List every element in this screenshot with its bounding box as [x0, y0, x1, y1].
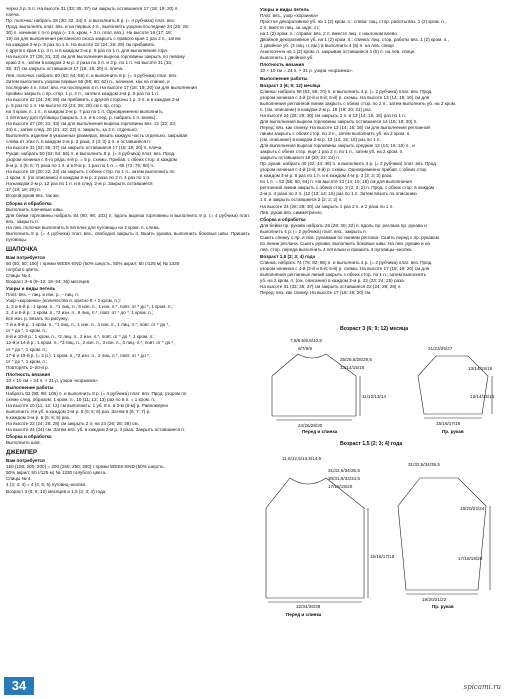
- diagram1-sleeve-height: 13/14/15/16: [470, 394, 495, 399]
- section-heading: Вам потребуется: [6, 254, 45, 260]
- paragraph: через 2 р. 5 п. На высоте 31 (33; 35; 37) см закрыть оставшиеся 17 (18; 19; 20) п. плеча.: [6, 6, 179, 18]
- diagram2-sleeve-width: 19/20/21/22: [422, 597, 447, 602]
- diagram2-front-height: 15/16/17/18: [370, 554, 395, 559]
- diagram2-sleeve-raglan: 18/20/22/24: [460, 506, 485, 511]
- section-heading: Вам потребуется: [6, 458, 45, 464]
- diagram1-sleeve-top: 21/23/25/27: [428, 346, 453, 351]
- diagram2-front-neck: 31/32,5/34/35,5: [328, 468, 360, 473]
- watermark: spicami.ru: [463, 683, 501, 691]
- diagram2-sleeve-shape: [398, 478, 486, 590]
- section-heading: Сборка и обработка: [6, 200, 52, 206]
- section-heading: Плотность вязания: [260, 62, 305, 68]
- diagram1-sleeve-width: 15/16/17/18: [436, 421, 461, 426]
- diagram2-front-top: 11,5/12,5/13,5/14,5: [282, 456, 322, 461]
- paragraph: Лев. полочка: набрать 60 (62; 64; 66) п. и выполнить 8 р. (= 4 рубчика) плат. вяз. Затем выполнить узором первые 56 (58; 60; 62) п., начиная, как на спинке, и последние 4 п. плат. вяз. На последних 4 п. На высоте 17 (18; 19; 20) см для выполнения проймы закрыть с пр. стор. 1 р. 2 п., затем в каждом 2-м р. 5 раз по 1 п. На высоте 22 (24; 26; 28) см прибавить с другой стороны 1 р. 3 п. и в каждом 2-м р. 5 раз по 1 п. На высоте 22 (24; 26; 28) см с пр. стор. на 4 кром. п. 1 п., в каждом 2-м р. 7 раз по 1 п. Одновременно выполнить 1 петельку для пуговицы (закрыть 1 п. и в след. р. набрать 1 п. вновь). На высоте 27 (29; 31; 33) см для выполнения выреза горловины вяз. 21 (22; 23; 24) п., затем след. 20 (21; 22; 23) п. закрыть, за 2 п. отдельно. Выполнять изделие в указанных размерах, вязать каждую часть отдельно, закрывая слева от этих п. в каждом 2-м р. 2 раза, 2 (3; 3) 2 п. и оставшиеся п. На высоте 31 (33; 35; 37) см закрыть оставшиеся 17 (18; 19; 20) п. плеча. Рукав: набрать 50 (52; 54; 56) п. и выполнить 8 р. (= 4 рубчика) плат. вяз. Прод. узором начиная с 6-го ряда, 6-й р. = 5 р. схемы. Прибав. с обеих стор. в каждом 6-м р. 4 (5; 6; 7) раза по 1 п. и в 8-м р. 1 раз по 1 п. = 68 (72; 76; 80) п. На высоте 18 (20; 22; 24) см закрыть с обеих стор. по 1 п., затем выполнить по 1 кром. п. (по описанию) в каждом 2-м р. 2 раза по 2 п. 4 раз по 1 п. На каждом 2-м р. 12 раз по 1 п. и в след. 2-м р. Закрыть оставшиеся 17 (18; 19; 20) п. Второй рукав вяз. так же.: [6, 72, 197, 199]
- diagram2-sleeve-caption: Пр. рукав: [432, 604, 454, 609]
- diagram1: [260, 334, 505, 434]
- paragraph: Возраст 3 (6; 9; 12) месяцев и 1,5 (2; 3; 4) года.: [6, 488, 107, 494]
- paragraph: 150 (150; 200; 200) = 200 (250; 250; 300) г пряжи WEEK-END (50% шерсть, 50% акрил; 50 г/125 м) № 1330 голубого цвета. Спицы № 4. 4 (4; 4; 4) = 4 (4; 5; 5) пуговиц–кнопки.: [6, 464, 165, 488]
- diagram2-title: Возраст 1,5 (2; 3; 4) года: [340, 441, 403, 447]
- page-number: 34: [4, 677, 34, 695]
- section-heading: Узоры и виды петель: [6, 286, 56, 292]
- diagram1-front-width: 24/26/28/30: [298, 423, 323, 428]
- diagram2-front-width: 32/34/36/38: [296, 604, 321, 609]
- paragraph: Спинка: набрать 74 (78; 82; 86) п. и выполнить 4 р. (= 2 рубчика) плат. вяз. Прод. узором начиная с 4-й (2-й и 8-й; 6-й) р. схемы. На высоте 17 (18; 19; 20) см для выполнения регланных линий закрыть с обеих стор. по 1 п., затем выполнить уб. на 2 кром. п. (см. описание) в каждом 2-м р. 22 (23; 24; 25) раза. На высоте 31 (33; 35; 37) см закрыть оставшиеся 22 (24; 26; 28) п. Перед: вяз. как спинку. На высоте 17 (18; 19; 20) см.: [260, 259, 433, 296]
- paragraph: 50 (50; 50; 100) г пряжи WEEK-END (50% шерсть, 50% акрил; 50 г/125 м) № 1330 голубого цвета. Спицы № 4.: [6, 260, 180, 278]
- diagram1-sleeve-raglan: 13/14/15/16: [468, 366, 493, 371]
- section-heading: Выполнение работы: [6, 384, 54, 390]
- diagram2-sleeve-top: 31/32,5/34/35,5: [408, 462, 440, 467]
- diagram1-front-neck: 6/7/8/9: [298, 346, 313, 351]
- paragraph: 10 × 10 см = 24 п. × 31 р. узора «корзинка».: [260, 68, 353, 74]
- paragraph: Выполнить плечевые швы. Для бейки горловины набрать 84 (90; 96; 102) п. вдоль выреза горловины и выполнить 8 р. (= 4 рубчика) плат. вяз., закрыть п. На лев. полочке выполнить 5 петелек для пуговицы на 2 кром. п. слева. Выполнить 8 р. (= 4 рубчика) плат. вяз., свободно закрыть п. Вшить рукава, выполнить боковые швы. Пришить пуговицы.: [6, 206, 250, 242]
- section-heading: Выполнение работы: [260, 75, 308, 81]
- diagram1-front-shape: [272, 354, 356, 416]
- left-column: [6, 6, 250, 495]
- paragraph: 10 × 10 см = 24 п. × 31 р. узора «корзинка».: [6, 377, 99, 383]
- diagram2-front-raglan: 17/18/19/20: [328, 484, 353, 489]
- section-heading: ДЖЕМПЕР: [6, 450, 38, 457]
- section-heading: Сборка и обработка: [6, 434, 52, 440]
- section-heading: ШАПОЧКА: [6, 246, 38, 253]
- diagram1-front-raglan: 13/14/15/16: [340, 365, 365, 370]
- diagram1-sleeve-caption: Пр. рукав: [442, 429, 464, 434]
- paragraph: Возраст 3–6 (9–12; 18–24; 36) месяцев.: [6, 279, 91, 285]
- section-heading: Сборка и обработка: [260, 216, 306, 222]
- paragraph: Выполнить шов.: [6, 440, 41, 446]
- paragraph: Для бейки пр. рукава набрать 26 (28; 30; 32) п. вдоль пр. реглана пр. рукава и выполнить 4 р. (= 2 рубчика) плат. вяз., закрыть п. Сшить спинку с пр. и лев. рукавами по линиям реглана. Сшить перед с пр. рукавом по линии реглана. Сшить рукава, выполнить боковые швы. На лев. рукаве и на лев. стор. переда выполнить 4 петельки и пришить 4 пуговицы–кнопки.: [260, 222, 439, 252]
- paragraph: Плат. вяз. – лиц. и изн. р. – лиц. п. Узор «корзинка» (количество п. кратно 8 + 2 кром. п.): 1, 3 и 5-й р.: 1 кром. п., *1 лиц. п., 6 изн. п., 1 изн. п.*, повт. от * до *, 1 кром. п.; 2, 4 и 6-й р.: 1 кром. п., *2 изн. п., 6 лиц. п.*, повт. от * до *, 1 кром. п.; все изн. р. вязать по рисунку; 7-й и 9-й р.: 1 кром. п., *1 лиц. п., 1 изн. п., 4 изн. п., 1 лиц. п.*, повт. от * до *, от * до *, 1 кром. п.; 8-й и 10-й р.: 1 кром. п., *2 лиц. п., 2 изн. п.*, повт. от * до *, 1 кром. п.; 12-й и 14-й р.: 1 кром. п., *3 лиц. п., 2 изн. п., 3 изн. п., 3 лиц. п.*, повт. от * до *, от * до *, 1 кром. п.; 17-й и 19-й р. (= 2 р.): 1 кром. п., *2 изн. п., 2 лиц. п.*, повт. от * до *, от * до *, 1 кром. п.; Повторять 1–20-й р.: [6, 292, 175, 370]
- diagram1-front-caption: Перед и спинка: [302, 429, 338, 434]
- diagram1-front-height: 11/12/13/14: [362, 394, 386, 399]
- section-heading: Узоры и виды петель: [260, 7, 310, 12]
- diagram2-front-caption: Перед и спинка: [286, 612, 322, 617]
- paragraph: Спинка: набрать 58 (62; 66; 70) п. и выполнить 4 р. (= 2 рубчика) плат. вяз. Прод. узором начиная с 4-й (2-й и 8-й; 6-й) р. схемы. На высоте 13 (14; 15; 16) см для выполнения регланной линии закрыть с обеих стор. по 2 п., затем выполнить уб. на 2 кром. п. (см. описание) в каждом 2-м р. 18 (19; 20; 21) раз. На высоте 24 (26; 28; 30) см закрыть 2 п. и 13 (14; 15; 16) раз по 1 п. Для выполнения выреза горловины закрыть оставшиеся 14 (16; 18; 20) п. Перед: вяз. как спинку. На высоте 13 (14; 15; 16) см для выполнения регланной линии закрыть с обеих стор. по 2 п., затем выполнить уб. на 2 кром. п. (см. описание) в каждом 2-м р. 13 (14; 15; 16) раз по 1 п. Для выполнения выреза горловины закрыть средние 12 (14; 16; 18) п., и закрыть с обеих стор. ещё 1 раз 2 п. по 1 п., затем уб. на 2 кром. п. закрыть оставшиеся 18 (20; 22; 24) п. Пр. рукав: набрать 40 (42; 44; 46) п. и выполнить 4 р. (= 2 рубчика) плат. вяз. Прод. узором начиная с 4-й (2-й; 8-й) р. схемы. Одновременно прибав. с обеих стор. в каждом 4-м р. 5 раз по 1 п. и в каждом 4-м р. 3 (3; 3; 3) раза по 1 п. = 52 (56; 60; 64) п. На высоте 13 (14; 15; 16) см для выполнения регланной линии закрыть с обеих стор. 2 (2; 2; 2) п. Прод. с обеих стор. в каждом 2-м р. 4 раза по 2 п. (12 (13; 14; 15) раз по 1 п. Затем вязать по описанию 1 п. и закрыть оставшиеся 2 (2; 2; 2) п. На высоте 24 (26; 28; 30) см закрыть 1 раз 2 п. и 2 раза по 1 п. Лев. рукав вяз. симметрично.: [260, 88, 457, 215]
- paragraph: Пр. полочка: набрать 28 (30; 32; 34) п. и выполнить 8 р. (= 4 рубчика) плат. вяз. Прод. выполнять плат. вяз. и на первых 4 п., выполнять узором последние 24 (26; 28; 30) п. начиная с 4-го ряда (= 1 п. кром. + 3 п. плат. вяз.). На высоте 16 (17; 18; 19) см для выполнения регланного скоса закрыть с правого края 1 раз 2 п., затем на каждом 2-м р. 5 раз по 1 п. На высоте 22 (24; 26; 28) см прибавить с другого края 1 р. 3 п. и в каждом 2-м р. 5 раз по 1 п. для выполнения горл. На высоте 27 (29; 31; 33) см для выполнения выреза горловины закрыть по левому краю 3 п., затем в каждом 2-м р. 2 раза по 2 п. и 3 р. по 1 п. На высоте 31 (33; 35; 37) см закрыть оставшиеся 17 (18; 19; 20) п. плеча.: [6, 18, 189, 72]
- diagram2-front-armhole: 30/31,5/33/34,5: [328, 476, 360, 481]
- diagram1-sleeve-shape: [418, 356, 488, 414]
- diagram1-front-armhole: 25/26,5/28/29,5: [340, 357, 372, 362]
- section-heading: Возраст 1,5 (2; 3; 4) года: [260, 253, 316, 259]
- diagram1-front-top: 7,5/8,5/9,5/10,5: [290, 338, 322, 343]
- diagram1-title: Возраст 3 (6; 9; 12) месяца: [340, 326, 409, 332]
- paragraph: Набрать 82 (90; 98; 106) п. и выполнить 8 р. (= 4 рубчика) плат. вяз. Прод. узором по схеме след. образом: 1 кром. п., 10 (11; 12; 13) раз по 8 п. = 1 кром. п. На высоте 10 (11; 12; 13) см выполнить: 1 уб. 8 п. в 2-м (8-м) р. Равномерно выполнить эти уб. в каждом 2-м р. 5 (5; 6; 6) раз. Затем 6 (6; 7; 7) р. в каждом 2-м р. 5 (5; 6; 6) раз. На высоте 22 (24; 26; 28) см закрыть 2 п. на 24 (26; 28; 28) см. На высоте 24 (24) см. Затем вяз. уб. в каждом 2-м р. 3 раза. Закрыть оставшиеся п.: [6, 390, 187, 433]
- section-heading: Плотность вязания: [6, 371, 51, 377]
- diagram2: [260, 450, 505, 610]
- diagram2-sleeve-height: 17/18/19/20: [458, 556, 483, 561]
- paragraph: Плат. вяз., узор «корзинка» Простое декоративное уб. на 1 (2) кром. п.: слева: лиц. стор. работы вяз. 1 (2) кром. п., 2 п. вместе лиц. за задн. ст.; на 1 (2) кром. п.: справа: вяз. 2 п. вместе лиц. с наклоном влево. Двойное декоративное уб. на 1 (2) кром. п.: спинка: лиц. стор. работы вяз. 1 (2) кром. п., 1 двойное уб. (3 лиц. п. вм.) и выполнить 4 (5) п. на лев. спице. Аналогично на 1 (2) кром. п. закрывая оставшиеся 4 (5) п. на лев. спице, выполнить 1 двойное уб.: [260, 13, 449, 61]
- diagram2-front-shape: [266, 478, 364, 598]
- section-heading: Возраст 3 (6; 9; 12) месяца: [260, 82, 321, 88]
- right-column: [260, 6, 501, 296]
